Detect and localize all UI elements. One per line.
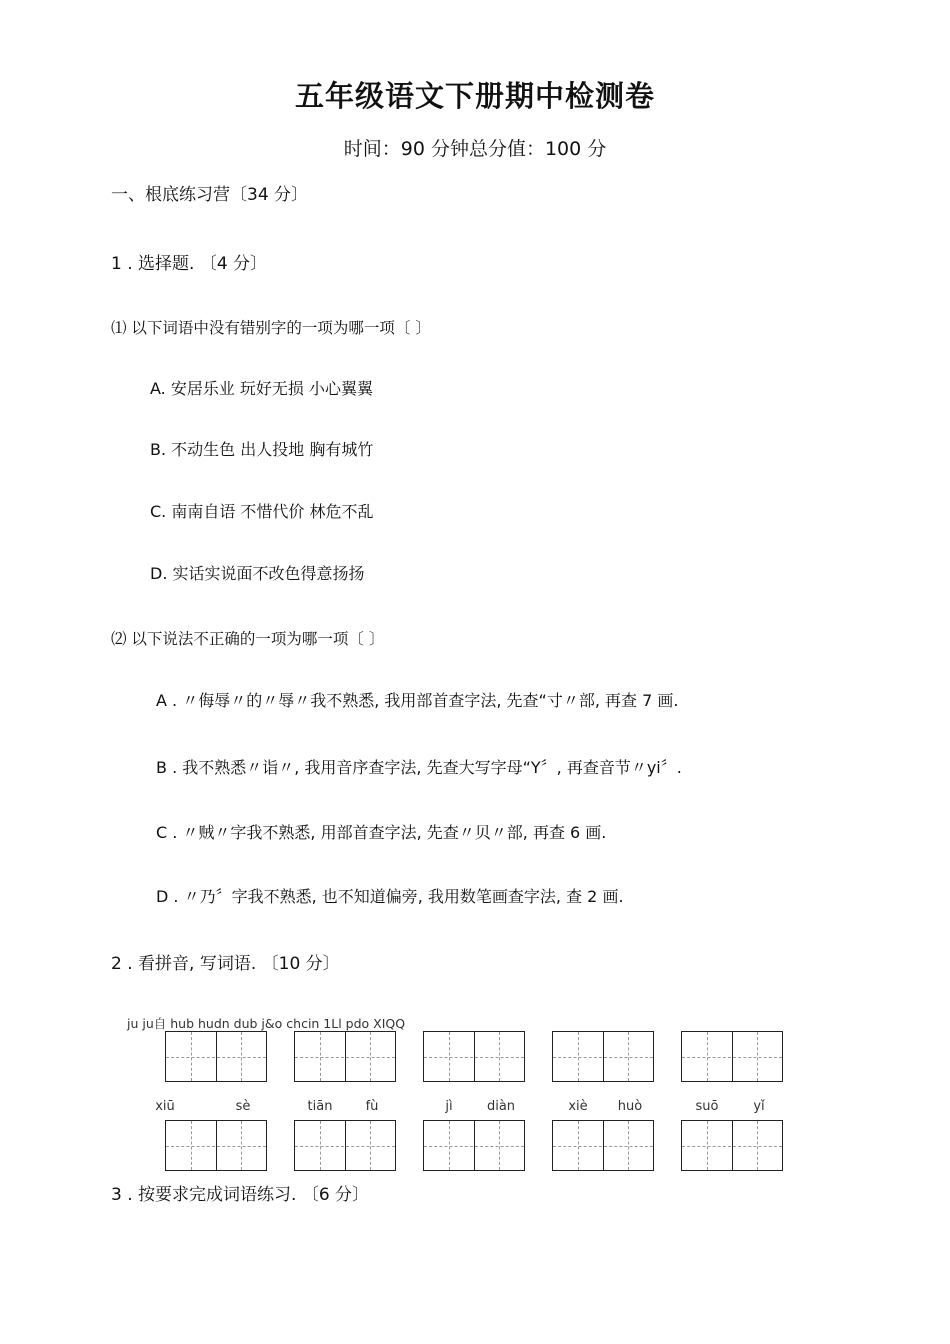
option-a: A. 安居乐业 玩好无损 小心翼翼 <box>150 379 374 398</box>
writing-grid[interactable] <box>681 1031 783 1082</box>
pinyin-syllable: diàn <box>486 1099 516 1114</box>
pinyin-syllable: yǐ <box>753 1099 765 1114</box>
writing-grid[interactable] <box>423 1120 525 1171</box>
writing-grid[interactable] <box>294 1120 396 1171</box>
option-b: B . 我不熟悉〃诣〃, 我用音序查字法, 先查大写字母“Y〞, 再查音节〃yi〞. <box>156 758 682 777</box>
page-title: 五年级语文下册期中检测卷 <box>294 79 655 113</box>
pinyin-syllable: sè <box>235 1099 251 1114</box>
question-2-heading: 2 . 看拼音, 写词语. 〔10 分〕 <box>111 954 340 974</box>
pinyin-syllable: huò <box>617 1099 643 1114</box>
pinyin-syllable: suō <box>695 1099 719 1114</box>
question-1-heading: 1 . 选择题. 〔4 分〕 <box>111 254 268 274</box>
pinyin-syllable: fù <box>365 1099 379 1114</box>
question-1-2-prompt: ⑵ 以下说法不正确的一项为哪一项〔 〕 <box>111 630 385 648</box>
writing-grid[interactable] <box>423 1031 525 1082</box>
question-3-heading: 3 . 按要求完成词语练习. 〔6 分〕 <box>111 1185 370 1205</box>
option-c: C . 〃贼〃字我不熟悉, 用部首查字法, 先查〃贝〃部, 再查 6 画. <box>156 823 607 842</box>
option-d: D. 实话实说面不改色得意扬扬 <box>150 564 365 583</box>
option-a: A . 〃侮辱〃的〃辱〃我不熟悉, 我用部首查字法, 先查“寸〃部, 再查 7 画. <box>156 691 679 710</box>
pinyin-syllable: jì <box>445 1099 453 1114</box>
option-d: D . 〃乃〞字我不熟悉, 也不知道偏旁, 我用数笔画查字法, 查 2 画. <box>156 887 624 906</box>
pinyin-syllable: tiān <box>307 1099 333 1114</box>
option-b: B. 不动生色 出人投地 胸有城竹 <box>150 440 374 459</box>
pinyin-syllable: xiè <box>568 1099 588 1114</box>
pinyin-syllable: xiū <box>155 1099 175 1114</box>
option-c: C. 南南自语 不惜代价 林危不乱 <box>150 502 374 521</box>
pinyin-row-1: ju ju自 hub hudn dub j&o chcin 1Ll pdo XIQQ <box>127 1016 406 1031</box>
section-heading: 一、根底练习营〔34 分〕 <box>111 185 309 205</box>
question-1-1-prompt: ⑴ 以下词语中没有错别字的一项为哪一项〔 〕 <box>111 319 431 337</box>
writing-grid[interactable] <box>294 1031 396 1082</box>
writing-grid[interactable] <box>681 1120 783 1171</box>
writing-grid[interactable] <box>165 1120 267 1171</box>
writing-grid[interactable] <box>552 1031 654 1082</box>
writing-grid[interactable] <box>165 1031 267 1082</box>
exam-info: 时间：90 分钟总分值：100 分 <box>343 138 607 160</box>
writing-grid[interactable] <box>552 1120 654 1171</box>
